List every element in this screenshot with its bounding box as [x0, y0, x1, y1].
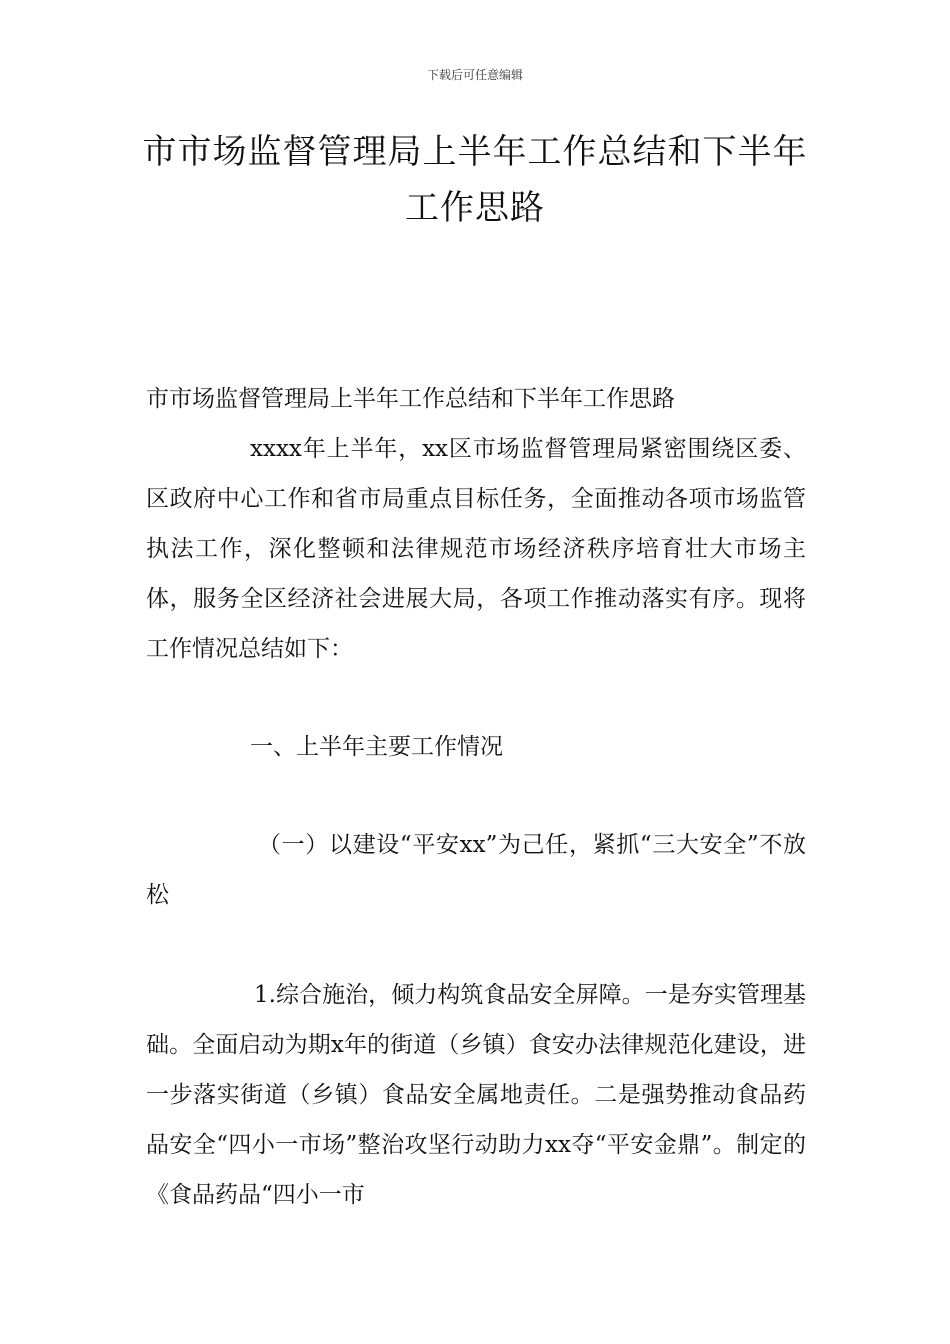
header-note: 下载后可任意编辑	[426, 68, 523, 82]
intro-paragraph: xxxx年上半年，xx区市场监督管理局紧密围绕区委、区政府中心工作和省市局重点目标任务，全面推动各项市场监管执法工作，深化整顿和法律规范市场经济秩序培育壮大市场主体，服务全区经济社会进展大局，各项工作推动落实有序。现将工作情况总结如下：	[146, 436, 806, 662]
item-paragraph-1: 1.综合施治，倾力构筑食品安全屏障。一是夯实管理基础。全面启动为期x年的街道（乡镇）食安办法律规范化建设，进一步落实街道（乡镇）食品安全属地责任。二是强势推动食品药品安全“四小一市场”整治攻坚行动助力xx夺“平安金鼎”。制定的《食品药品“四小一市	[146, 982, 806, 1208]
subsection-heading-1: （一）以建设“平安xx”为己任，紧抓“三大安全”不放松	[146, 832, 806, 908]
document-subtitle: 市市场监督管理局上半年工作总结和下半年工作思路	[146, 386, 675, 412]
section-heading-1: 一、上半年主要工作情况	[250, 734, 503, 760]
document-title: 市市场监督管理局上半年工作总结和下半年工作思路	[142, 132, 808, 228]
